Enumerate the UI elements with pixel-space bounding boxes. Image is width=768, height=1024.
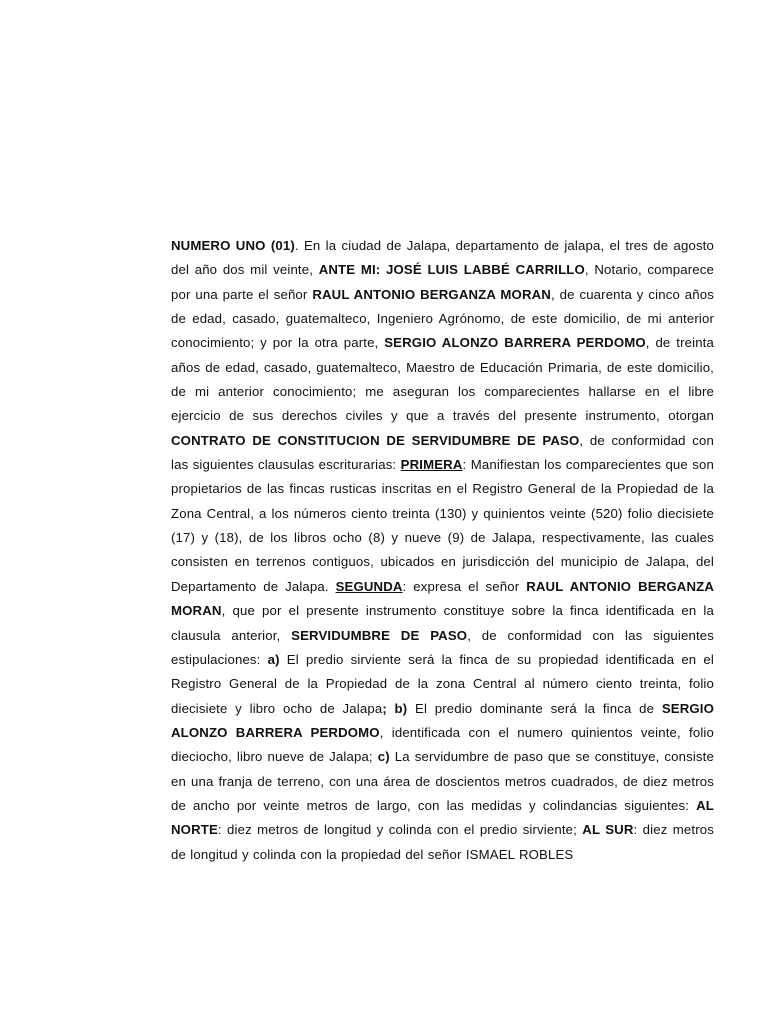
text-run: , Notario, comparece por una parte el señor xyxy=(171,262,714,302)
party-name: SERGIO ALONZO BARRERA PERDOMO xyxy=(384,335,646,351)
party-name: SERGIO ALONZO BARRERA PERDOMO xyxy=(171,700,715,740)
text-run: El predio dominante será la finca de xyxy=(407,700,662,716)
item-marker: ; b) xyxy=(382,700,408,716)
item-marker: c) xyxy=(377,749,390,765)
text-run: , de conformidad con las siguientes estipulaciones: xyxy=(171,627,715,667)
text-run: , que por el presente instrumento constituye sobre la finca identificada en la clausula anterior, xyxy=(171,603,714,643)
text-run: El predio sirviente será la finca de su propiedad identificada en el Registro General de la Propiedad de la zona Central al número ciento treinta, folio diecisiete y libro ocho de Jalapa xyxy=(171,651,714,716)
text-run: : diez metros de longitud y colinda con el predio sirviente; xyxy=(217,822,583,838)
boundary-label: AL SUR xyxy=(582,822,634,838)
text-run: : Manifiestan los comparecientes que son propietarios de las fincas rusticas inscritas en el Registro General de la Propiedad de la Zona Central, a los números ciento treinta (130) y quinientos veinte (520) folio diecisiete (17) y (18), de los libros ocho (8) y nueve (9) de Jalapa, respectivamente, las cuales consisten en terrenos contiguos, ubicados en jurisdicción del municipio de Jalapa, del Departamento de Jalapa. xyxy=(171,457,714,594)
boundary-label: AL NORTE xyxy=(171,797,714,838)
text-run: , de conformidad con las siguientes clausulas escriturarias: xyxy=(171,432,715,473)
text-run: . En la ciudad de Jalapa, departamento de jalapa, el tres de agosto del año dos mil veinte, xyxy=(171,238,714,278)
notary-name: ANTE MI: JOSÉ LUIS LABBÉ CARRILLO xyxy=(318,262,585,278)
text-run: , de cuarenta y cinco años de edad, casado, guatemalteco, Ingeniero Agrónomo, de este domicilio, de mi anterior conocimiento; y por la otra parte, xyxy=(171,286,714,351)
party-name: RAUL ANTONIO BERGANZA MORAN xyxy=(312,286,551,302)
deed-number: NUMERO UNO (01) xyxy=(171,238,295,253)
text-run: , de treinta años de edad, casado, guatemalteco, Maestro de Educación Primaria, de este domicilio, de mi anterior conocimiento; me aseguran los comparecientes hallarse en el libre ejercicio de sus derechos civiles y que a través del presente instrumento, otorgan xyxy=(171,335,714,424)
text-run: La servidumbre de paso que se constituye, consiste en una franja de terreno, con una área de doscientos metros cuadrados, de diez metros de ancho por veinte metros de largo, con las medidas y colindancias siguientes: xyxy=(171,749,714,813)
emphasis-term: SERVIDUMBRE DE PASO xyxy=(291,627,468,643)
item-marker: a) xyxy=(267,651,280,667)
text-run: , identificada con el numero quinientos veinte, folio dieciocho, libro nueve de Jalapa; xyxy=(171,724,714,765)
party-name: RAUL ANTONIO BERGANZA MORAN xyxy=(171,578,714,619)
clause-heading: PRIMERA xyxy=(400,457,463,473)
text-run: : expresa el señor xyxy=(402,578,527,594)
contract-title: CONTRATO DE CONSTITUCION DE SERVIDUMBRE DE PASO xyxy=(171,432,580,448)
clause-heading: SEGUNDA xyxy=(335,578,403,594)
text-run: : diez metros de longitud y colinda con la propiedad del señor ISMAEL ROBLES xyxy=(171,822,714,862)
contract-paragraph xyxy=(171,234,714,867)
